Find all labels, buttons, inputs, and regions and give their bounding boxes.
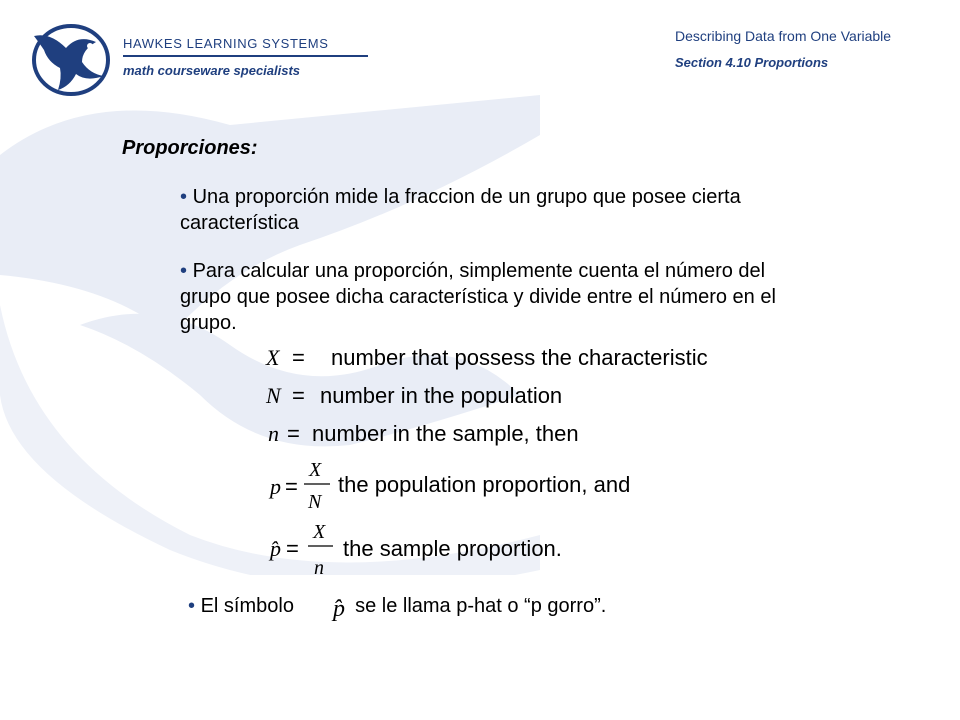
chapter-title: Describing Data from One Variable (675, 28, 892, 44)
definition-text: number in the population (320, 383, 563, 408)
bullet-phat-note (188, 593, 606, 619)
slide-heading: Proporciones: (122, 137, 258, 159)
symbol-N: N (266, 383, 281, 408)
bullet-text-before: El símbolo (200, 595, 294, 617)
bullet-text-after: se le llama p-hat o “p gorro”. (355, 595, 607, 617)
definition-p (268, 459, 630, 513)
company-tagline: math courseware specialists (123, 63, 301, 78)
symbol-p: p (270, 474, 281, 499)
bullet-text: Una proporción mide la fraccion de un grupo que posee cierta característica (180, 186, 741, 234)
symbol-p-hat: p̂ (270, 536, 281, 561)
p-hat-glyph: p̂ (333, 596, 345, 622)
bullet-dot: • (188, 595, 196, 617)
definition-N (265, 383, 562, 408)
equals-sign: = (287, 421, 300, 446)
fraction-numerator: X (309, 459, 322, 481)
definition-phat (268, 521, 562, 579)
symbol-X: X (266, 345, 280, 370)
definition-X (265, 345, 708, 370)
company-name: HAWKES LEARNING SYSTEMS (123, 36, 329, 51)
symbol-n: n (268, 421, 279, 446)
fraction-denominator: N (308, 491, 322, 513)
equals-sign: = (292, 345, 305, 370)
section-title: Section 4.10 Proportions (675, 55, 829, 70)
bullet-text: Para calcular una proporción, simplemente cuenta el número del grupo que posee dicha característica y divide entre el número en el grupo. (180, 260, 776, 334)
bullet-dot: • (180, 186, 188, 208)
definition-text: the population proportion, and (338, 472, 631, 497)
bullet-dot: • (180, 260, 188, 282)
fraction-numerator: X (313, 521, 326, 543)
definition-text: the sample proportion. (343, 536, 562, 561)
p-hat-symbol (323, 582, 363, 626)
fraction-denominator: n (314, 557, 324, 579)
equals-sign: = (286, 536, 299, 561)
definition-text: number that possess the characteristic (331, 345, 708, 370)
definition-text: number in the sample, then (312, 421, 579, 446)
equals-sign: = (285, 474, 298, 499)
definition-n (268, 421, 579, 446)
equals-sign: = (292, 383, 305, 408)
